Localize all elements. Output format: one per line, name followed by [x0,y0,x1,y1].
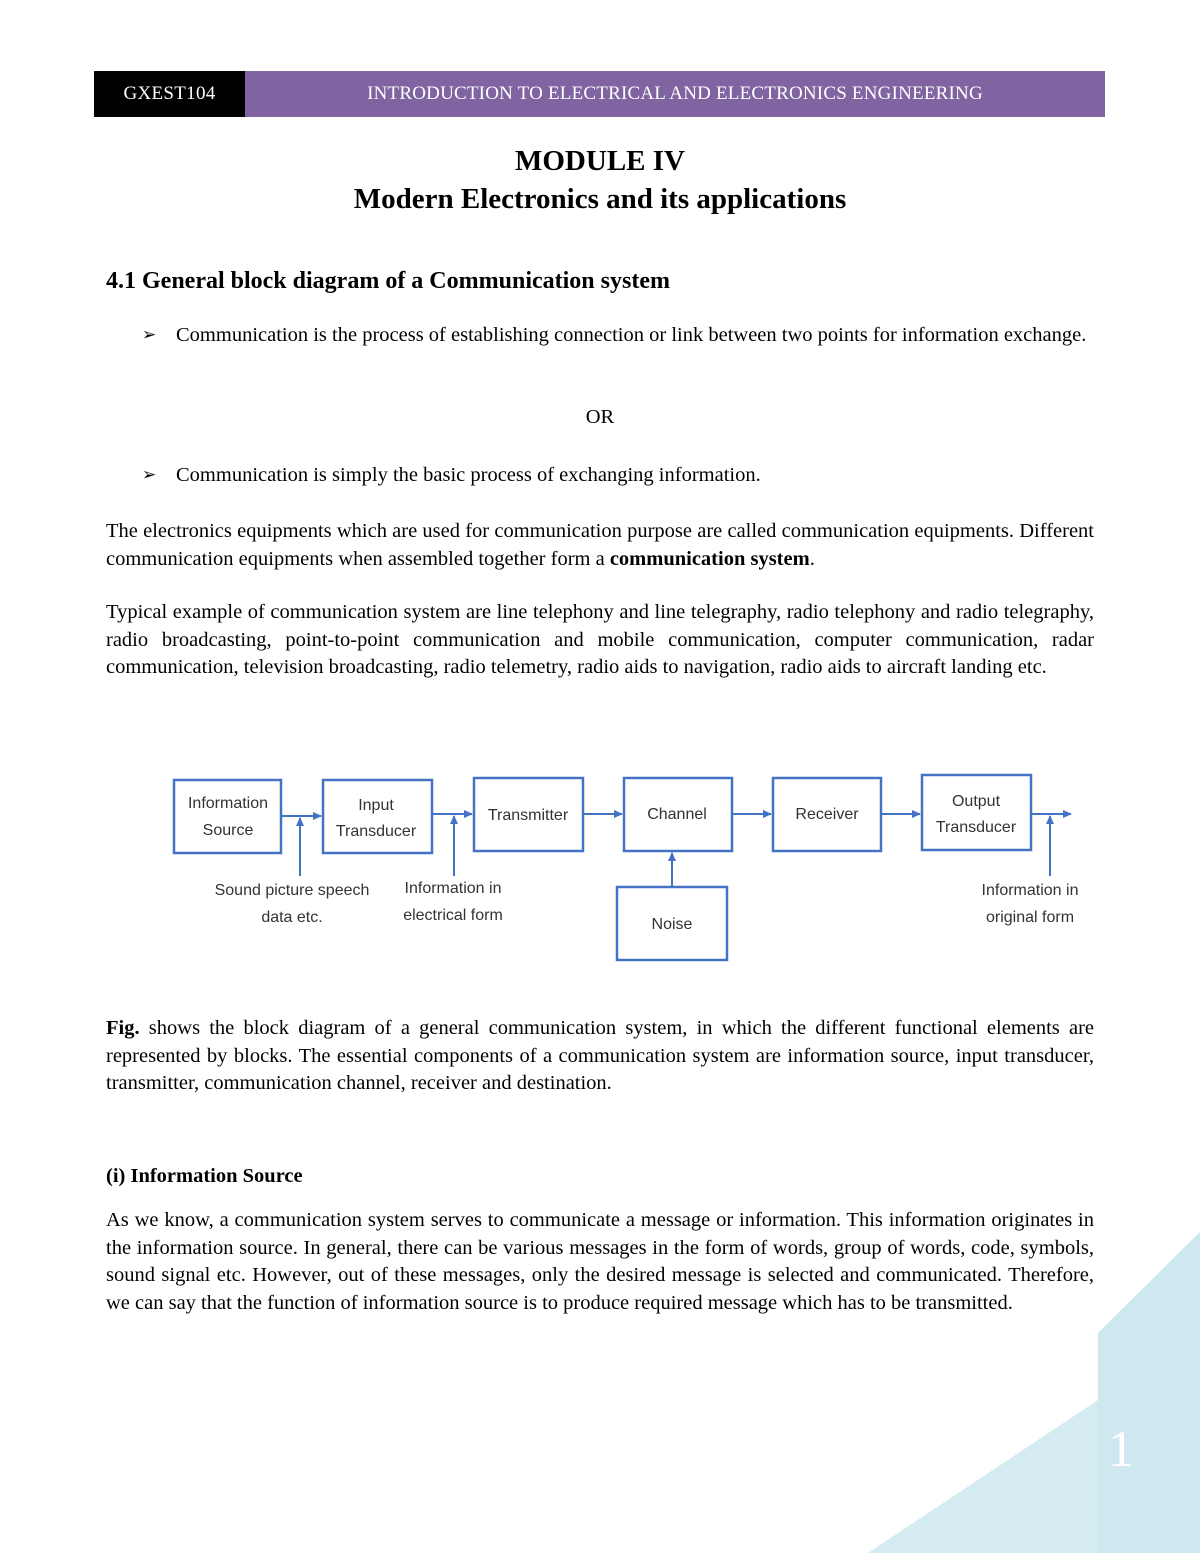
label-electrical-form-1: Information in [404,880,502,897]
para-text: shows the block diagram of a general communication system, in which the different functional elements are represented by blocks. The essential components of a communication system are information source, input transducer, transmitter, communication channel, receiver and destination. [106,1017,1094,1094]
label-input-transducer-2: Transducer [335,823,417,840]
page-number: 1 [1108,1421,1134,1478]
label-original-form-2: original form [985,909,1075,926]
paragraph-examples: Typical example of communication system are line telephony and line telegraphy, radio telephony and radio telegraphy, radio broadcasting, point-to-point communication and mobile communication, computer communication, radar communication, television broadcasting, radio telemetry, radio aids to navigation, radio aids to aircraft landing etc. [106,601,1094,678]
course-code: GXEST104 [94,71,245,117]
label-noise: Noise [651,916,693,933]
label-sound-picture-2: data etc. [261,909,323,926]
bullet-text: Communication is the process of establishing connection or link between two points for information exchange. [176,324,1087,346]
arrow-bullet-icon: ➢ [142,465,157,485]
para-text: . [809,547,815,570]
module-subtitle: Modern Electronics and its applications [353,183,847,215]
label-original-form-1: Information in [981,882,1079,899]
section-heading: 4.1 General block diagram of a Communication system [106,268,670,294]
label-output-transducer-2: Transducer [935,819,1017,836]
label-receiver: Receiver [795,806,859,823]
label-information-source-1: Information [187,795,269,812]
block-output-transducer [922,775,1031,850]
label-output-transducer-1: Output [951,793,1001,810]
paragraph-figure [106,1015,1094,1098]
module-title: MODULE IV [515,145,685,177]
label-input-transducer-1: Input [358,797,394,814]
label-electrical-form-2: electrical form [403,907,503,924]
course-title: INTRODUCTION TO ELECTRICAL AND ELECTRONICS ENGINEERING [245,71,1105,117]
label-information-source-2: Source [202,822,254,839]
para-text: The electronics equipments which are used for communication purpose are called communication equipments. Different communication equipments when assembled together form a [106,520,1094,570]
arrow-bullet-icon: ➢ [142,325,157,345]
label-transmitter: Transmitter [487,807,569,824]
label-sound-picture-1: Sound picture speech [214,882,370,899]
para-bold-term: communication system [609,547,810,570]
bullet-text: Communication is simply the basic process of exchanging information. [176,464,761,486]
fig-bold: Fig. [106,1017,140,1039]
label-channel: Channel [647,806,707,823]
block-input-transducer [323,780,432,853]
subsection-heading: (i) Information Source [106,1165,303,1187]
or-separator: OR [585,406,615,428]
block-information-source [174,780,281,853]
paragraph-information-source: As we know, a communication system serves to communicate a message or information. This information originates in the information source. In general, there can be various messages in the form of words, group of words, code, symbols, sound signal etc. However, out of these messages, only the desired message is selected and communicated. Therefore, we can say that the function of information source is to produce required message which has to be transmitted. [106,1209,1094,1314]
